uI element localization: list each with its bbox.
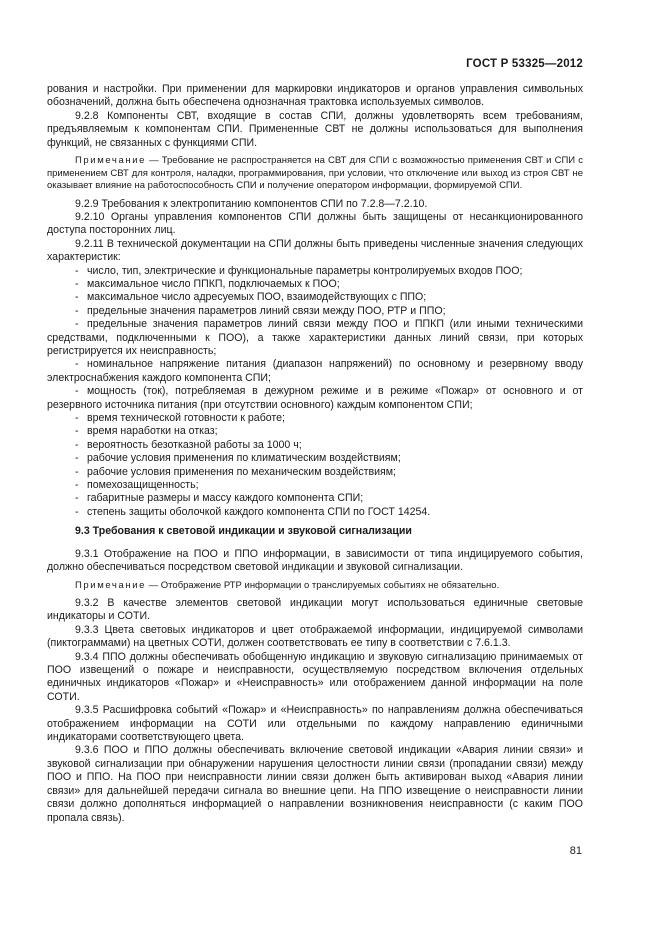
- list-item-text: время наработки на отказ;: [87, 425, 218, 438]
- list-item-text: число, тип, электрические и функциональные параметры контролируемых входов ПОО;: [87, 264, 523, 277]
- list-item: [47, 305, 583, 318]
- section-heading-9-3: 9.3 Требования к световой индикации и звуковой сигнализации: [75, 525, 412, 538]
- dash-marker: -: [75, 438, 79, 451]
- dash-marker: -: [75, 264, 79, 277]
- list-item: [47, 358, 583, 385]
- list-item: [47, 318, 583, 358]
- dash-marker: -: [75, 291, 79, 304]
- dash-marker: -: [75, 385, 79, 398]
- dash-marker: -: [75, 479, 79, 492]
- list-item-text: степень защиты оболочкой каждого компонента СПИ по ГОСТ 14254.: [87, 505, 431, 518]
- note-text: — Требование не распространяется на СВТ для СПИ с возможностью применения СВТ и СПИ с применением СВТ для контроля, наладки, программирования, при условии, что отключение или выход из строя СВТ не оказывает влияние на работоспособность СПИ и получение оператором информации, формируемой СПИ.: [47, 155, 583, 192]
- characteristics-list: [47, 265, 583, 520]
- list-item-text: мощность (ток), потребляемая в дежурном режиме и в режиме «Пожар» от основного и от резервного источника питания (при отсутствии основного) каждым компонентом СПИ;: [47, 385, 583, 411]
- paragraph-9-3-2: 9.3.2 В качестве элементов световой индикации могут использоваться единичные световые индикаторы и СОТИ.: [47, 597, 583, 623]
- paragraph-9-3-3: 9.3.3 Цвета световых индикаторов и цвет отображаемой информации, индицируемой символами (пиктограммами) на цветных СОТИ, должен соответствовать ее типу в соответствии с 7.6.1.3.: [47, 623, 583, 650]
- dash-marker: -: [75, 318, 79, 331]
- paragraph-9-3-4: 9.3.4 ППО должны обеспечивать обобщенную индикацию и звуковую сигнализацию принимаемых от ПОО извещений о пожаре и неисправности, осуществляемую посредством включения отдельных единичных индикаторов «Пожар» и «Неисправность» или отображением данной информации на поле СОТИ.: [47, 650, 583, 703]
- paragraph-9-2-10: 9.2.10 Органы управления компонентов СПИ должны быть защищены от несанкционированного доступа посторонних лиц.: [47, 210, 583, 237]
- note-9-3-1: [47, 580, 583, 593]
- list-item-text: вероятность безотказной работы за 1000 ч;: [87, 438, 302, 451]
- list-item-text: рабочие условия применения по механическим воздействиям;: [87, 465, 396, 478]
- paragraph-9-2-11: 9.2.11 В технической документации на СПИ должны быть приведены численные значения следующих характеристик:: [47, 237, 583, 264]
- list-item-text: предельные значения параметров линий связи между ПОО, РТР и ППО;: [87, 304, 446, 317]
- note-9-2-8: [47, 155, 583, 193]
- paragraph-9-2-9: 9.2.9 Требования к электропитанию компонентов СПИ по 7.2.8—7.2.10.: [75, 197, 428, 210]
- page-number: 81: [569, 845, 582, 857]
- note-text: — Отображение РТР информации о транслируемых событиях не обязательно.: [146, 579, 500, 591]
- list-item-text: максимальное число ППКП, подключаемых к ПОО;: [87, 277, 340, 290]
- dash-marker: -: [75, 358, 79, 371]
- list-item: [47, 291, 583, 304]
- dash-marker: -: [75, 412, 79, 425]
- dash-marker: -: [75, 452, 79, 465]
- list-item: [47, 452, 583, 465]
- list-item: [47, 265, 583, 278]
- standard-header: ГОСТ Р 53325—2012: [466, 58, 583, 70]
- paragraph-9-3-6: 9.3.6 ПОО и ППО должны обеспечивать включение световой индикации «Авария линии связи» и звуковой сигнализации при обнаружении нарушения целостности линии связи (пропадании связи) между ПОО и ППО. На ПОО при неисправности линии связи должен быть активирован выход «Авария линии связи» для дальнейшей передачи сигнала во внешние цепи. На ППО извещение о неисправности линии связи должно дополняться информацией о направлении возникновения неисправности (с каким ПОО пропала связь).: [47, 744, 583, 824]
- list-item: [47, 425, 583, 438]
- list-item: [47, 278, 583, 291]
- list-item: [47, 466, 583, 479]
- dash-marker: -: [75, 277, 79, 290]
- list-item-text: предельные значения параметров линий связи между ПОО и ППКП (или иными техническими средствами, подключенными к ПОО), а также характеристики данных линий связи, при которых регистрируется их неисправность;: [47, 318, 583, 357]
- list-item: [47, 506, 583, 519]
- dash-marker: -: [75, 304, 79, 317]
- dash-marker: -: [75, 425, 79, 438]
- list-item-text: рабочие условия применения по климатическим воздействиям;: [87, 452, 401, 465]
- list-item: [47, 492, 583, 505]
- paragraph-9-3-5: 9.3.5 Расшифровка событий «Пожар» и «Неисправность» по направлениям должна обеспечиваться отображением информации на СОТИ или отдельными по каждому направлению единичными индикаторами соответствующего цвета.: [47, 704, 583, 744]
- paragraph-9-2-8: 9.2.8 Компоненты СВТ, входящие в состав СПИ, должны удовлетворять всем требованиям, предъявляемым к компонентам СПИ. Примененные СВТ не должны использоваться для выполнения функций, не связанных с функциями СПИ.: [47, 109, 583, 149]
- note-label: Примечание: [75, 579, 146, 591]
- list-item: [47, 385, 583, 412]
- list-item-text: габаритные размеры и массу каждого компонента СПИ;: [87, 492, 364, 505]
- list-item-text: помехозащищенность;: [87, 479, 199, 492]
- list-item: [47, 439, 583, 452]
- list-item: [47, 412, 583, 425]
- document-body: [47, 83, 583, 825]
- paragraph-intro: рования и настройки. При применении для маркировки индикаторов и органов управления символьных обозначений, должна быть обеспечена однозначная трактовка используемых символов.: [47, 83, 583, 109]
- paragraph-9-3-1: 9.3.1 Отображение на ПОО и ППО информации, в зависимости от типа индицируемого события, должно обеспечиваться посредством световой индикации и звуковой сигнализации.: [47, 547, 583, 574]
- list-item-text: максимальное число адресуемых ПОО, взаимодействующих с ППО;: [87, 291, 427, 304]
- dash-marker: -: [75, 465, 79, 478]
- dash-marker: -: [75, 492, 79, 505]
- list-item-text: номинальное напряжение питания (диапазон напряжений) по основному и резервному вводу электроснабжения каждого компонента СПИ;: [47, 358, 583, 384]
- dash-marker: -: [75, 505, 79, 518]
- note-label: Примечание: [75, 155, 146, 167]
- list-item: [47, 479, 583, 492]
- list-item-text: время технической готовности к работе;: [87, 412, 285, 425]
